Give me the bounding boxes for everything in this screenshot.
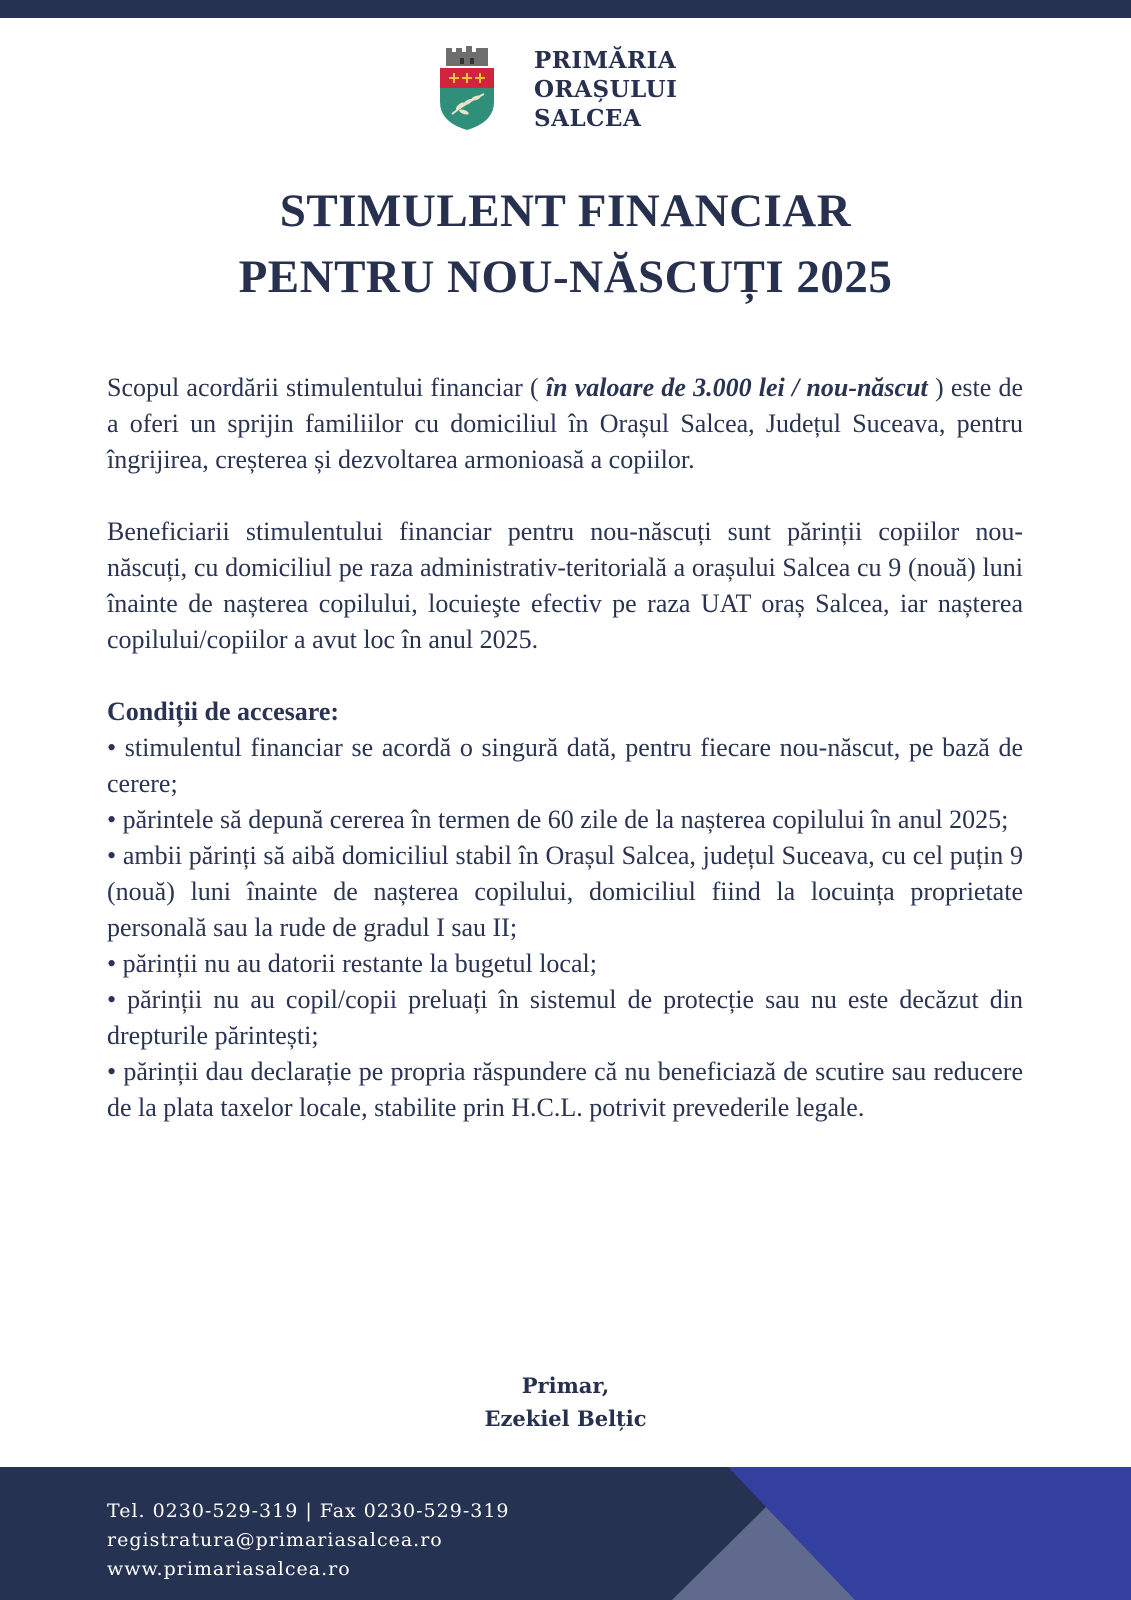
- footer-email[interactable]: registratura@primariasalcea.ro: [107, 1529, 443, 1551]
- org-name: [534, 46, 677, 133]
- signature-name: Ezekiel Belțic: [484, 1406, 647, 1431]
- footer-contact: [107, 1497, 510, 1584]
- intro-amount-emphasis: în valoare de 3.000 lei / nou-născut: [545, 373, 928, 402]
- signature-block: [0, 1369, 1131, 1435]
- intro-text-after: ) este de a oferi un sprijin familiilor cu domiciliul în Orașul Salcea, Județul Suceava, pentru îngrijirea, creșterea și dezvoltarea armonioasă a copiilor.: [107, 373, 1023, 474]
- title-line1: STIMULENT FINANCIAR: [279, 185, 852, 237]
- intro-text-before: Scopul acordării stimulentului financiar (: [107, 373, 546, 402]
- condition-item: • părinții dau declarație pe propria răspundere că nu beneficiază de scutire sau reducere de la plata taxelor locale, stabilite prin H.C.L. potrivit prevederile legale.: [107, 1057, 1023, 1122]
- title-line2: PENTRU NOU-NĂSCUȚI 2025: [238, 251, 893, 303]
- intro-paragraph: [107, 370, 1023, 478]
- document-body: [107, 370, 1023, 1126]
- top-bar: [0, 0, 1131, 18]
- condition-item: • stimulentul financiar se acordă o singură dată, pentru fiecare nou-născut, pe bază de cerere;: [107, 733, 1023, 798]
- coat-of-arms-icon: [438, 46, 496, 130]
- document-title: [0, 178, 1131, 310]
- footer: [0, 1467, 1131, 1600]
- org-name-line1: PRIMĂRIA: [534, 47, 677, 74]
- conditions-heading: Condiții de accesare:: [107, 697, 340, 726]
- org-name-line3: SALCEA: [534, 105, 642, 132]
- condition-item: • părinții nu au datorii restante la bugetul local;: [107, 949, 597, 978]
- condition-item: • părintele să depună cererea în termen de 60 zile de la nașterea copilului în anul 2025;: [107, 805, 1009, 834]
- footer-website[interactable]: www.primariasalcea.ro: [107, 1558, 351, 1580]
- footer-phone: Tel. 0230-529-319 | Fax 0230-529-319: [107, 1500, 510, 1522]
- condition-item: • ambii părinți să aibă domiciliul stabil în Orașul Salcea, județul Suceava, cu cel puțin 9 (nouă) luni înainte de nașterea copilului, domiciliul fiind la locuința proprietate personală sau la rude de gradul I sau II;: [107, 841, 1023, 942]
- beneficiaries-paragraph: Beneficiarii stimulentului financiar pentru nou-născuți sunt părinții copiilor nou-născuți, cu domiciliul pe raza administrativ-teritorială a orașului Salcea cu 9 (nouă) luni înainte de nașterea copilului, locuieşte efectiv pe raza UAT oraș Salcea, iar nașterea copilului/copiilor a avut loc în anul 2025.: [107, 517, 1023, 654]
- condition-item: • părinții nu au copil/copii preluați în sistemul de protecție sau nu este decăzut din drepturile părintești;: [107, 985, 1023, 1050]
- header-logo: [438, 46, 738, 136]
- signature-role: Primar,: [521, 1373, 610, 1398]
- org-name-line2: ORAȘULUI: [534, 76, 678, 103]
